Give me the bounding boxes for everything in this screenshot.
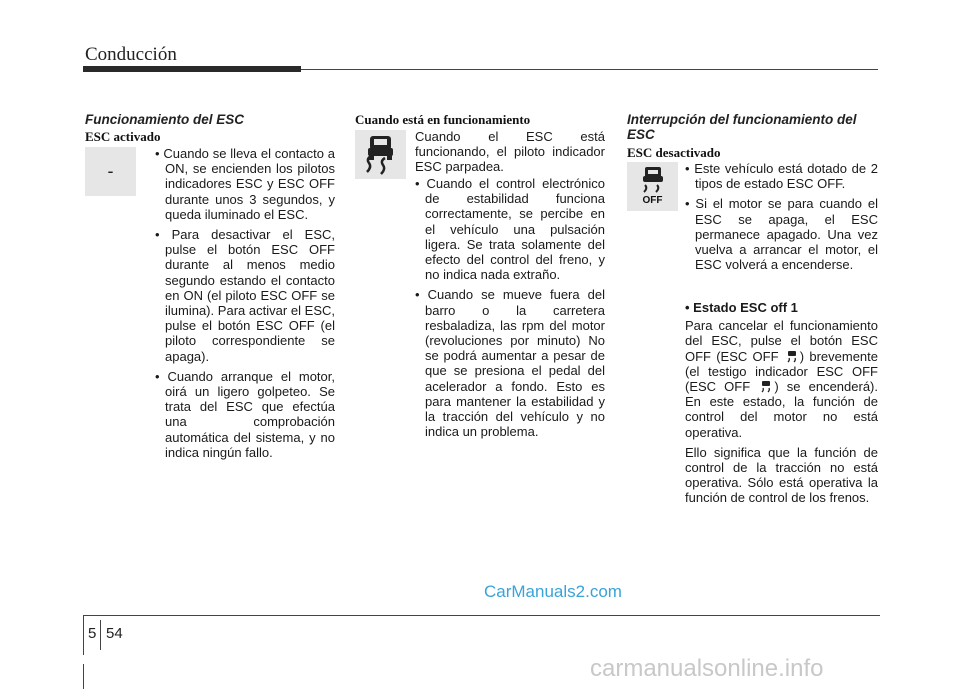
state-paragraph: Para cancelar el funcionamiento del ESC, pulse el botón ESC OFF (ESC OFF ) brevemente (el testigo indicador ESC OFF (ESC OFF ) se encenderá). En este estado, la función de control del motor no está operativa.	[685, 318, 878, 440]
list-item: • Para desactivar el ESC, pulse el botón ESC OFF durante al menos medio segundo estando el contacto en ON (el piloto ESC OFF se ilumina). Para activar el ESC, pulse el botón ESC OFF (el piloto correspondiente se apaga).	[155, 227, 335, 364]
chapter-number: 5	[88, 625, 97, 642]
subheading-in-operation: Cuando está en funcionamiento	[355, 112, 531, 127]
subheading-esc-off: ESC desactivado	[627, 145, 721, 160]
list-item: • Si el motor se para cuando el ESC se apaga, el ESC permanece apagado. Una vez vuelva a arrancar el motor, el ESC volverá a encenderse.	[685, 196, 878, 273]
dash-icon: -	[107, 161, 114, 181]
watermark-link[interactable]: CarManuals2.com	[484, 582, 622, 601]
section-heading-esc-interruption: Interrupción del funcionamiento del ESC	[627, 112, 857, 142]
list-item: • Cuando arranque el motor, oirá un ligero golpeteo. Se trata del ESC que efectúa una comprobación automática del sistema, y no indica ningún fallo.	[155, 368, 335, 460]
col2-body	[415, 176, 605, 444]
off-label: OFF	[642, 195, 663, 206]
list-item: • Cuando se lleva el contacto a ON, se encienden los pilotos indicadores ESC y ESC OFF durante unos 3 segundos, y queda iluminado el ESC.	[155, 146, 335, 222]
intro-text: Cuando el ESC está funcionando, el piloto indicador ESC parpadea.	[415, 129, 605, 175]
header-bar	[83, 66, 301, 72]
state-paragraph: Ello significa que la función de control de la tracción no está operativa. Sólo está operativa la función de control de los frenos.	[685, 444, 878, 506]
subheading-esc-on: ESC activado	[85, 129, 161, 144]
footer-vertical-rule	[83, 664, 84, 689]
footer-vertical-rule	[83, 615, 84, 655]
list-item: • Cuando el control electrónico de estabilidad funciona correctamente, se percibe en el vehículo una pulsación ligera. Se trata solamente del efecto del control del freno, y no indica nada extraño.	[415, 176, 605, 283]
footer-rule	[83, 615, 880, 616]
esc-indicator-box	[355, 130, 406, 179]
watermark-site: carmanualsonline.info	[590, 655, 824, 682]
list-item: • Este vehículo está dotado de 2 tipos de estado ESC OFF.	[685, 161, 878, 192]
section-heading-esc-operation: Funcionamiento del ESC	[85, 112, 245, 127]
col3-body	[685, 161, 878, 277]
col2-intro	[415, 129, 605, 180]
col1-body	[155, 146, 335, 465]
esc-off-inline-icon	[759, 380, 773, 393]
state-title: • Estado ESC off 1	[685, 300, 798, 315]
page-title: Conducción	[85, 44, 177, 65]
page-number-divider	[100, 620, 101, 650]
esc-off-inline-icon	[785, 350, 799, 363]
esc-off-indicator-box	[627, 162, 678, 211]
list-item: • Cuando se mueve fuera del barro o la carretera resbaladiza, las rpm del motor (revoluciones por minuto) No se podrá aumentar a pesar de que se presiona el pedal del acelerador a fondo. Esto es para mantener la estabilidad y la tracción del vehículo y no indica un problema.	[415, 287, 605, 440]
esc-off-state-section	[685, 300, 878, 511]
esc-indicator-box	[85, 147, 136, 196]
header-rule	[301, 69, 878, 70]
esc-skid-icon	[355, 130, 406, 179]
page-number: 54	[106, 625, 123, 642]
